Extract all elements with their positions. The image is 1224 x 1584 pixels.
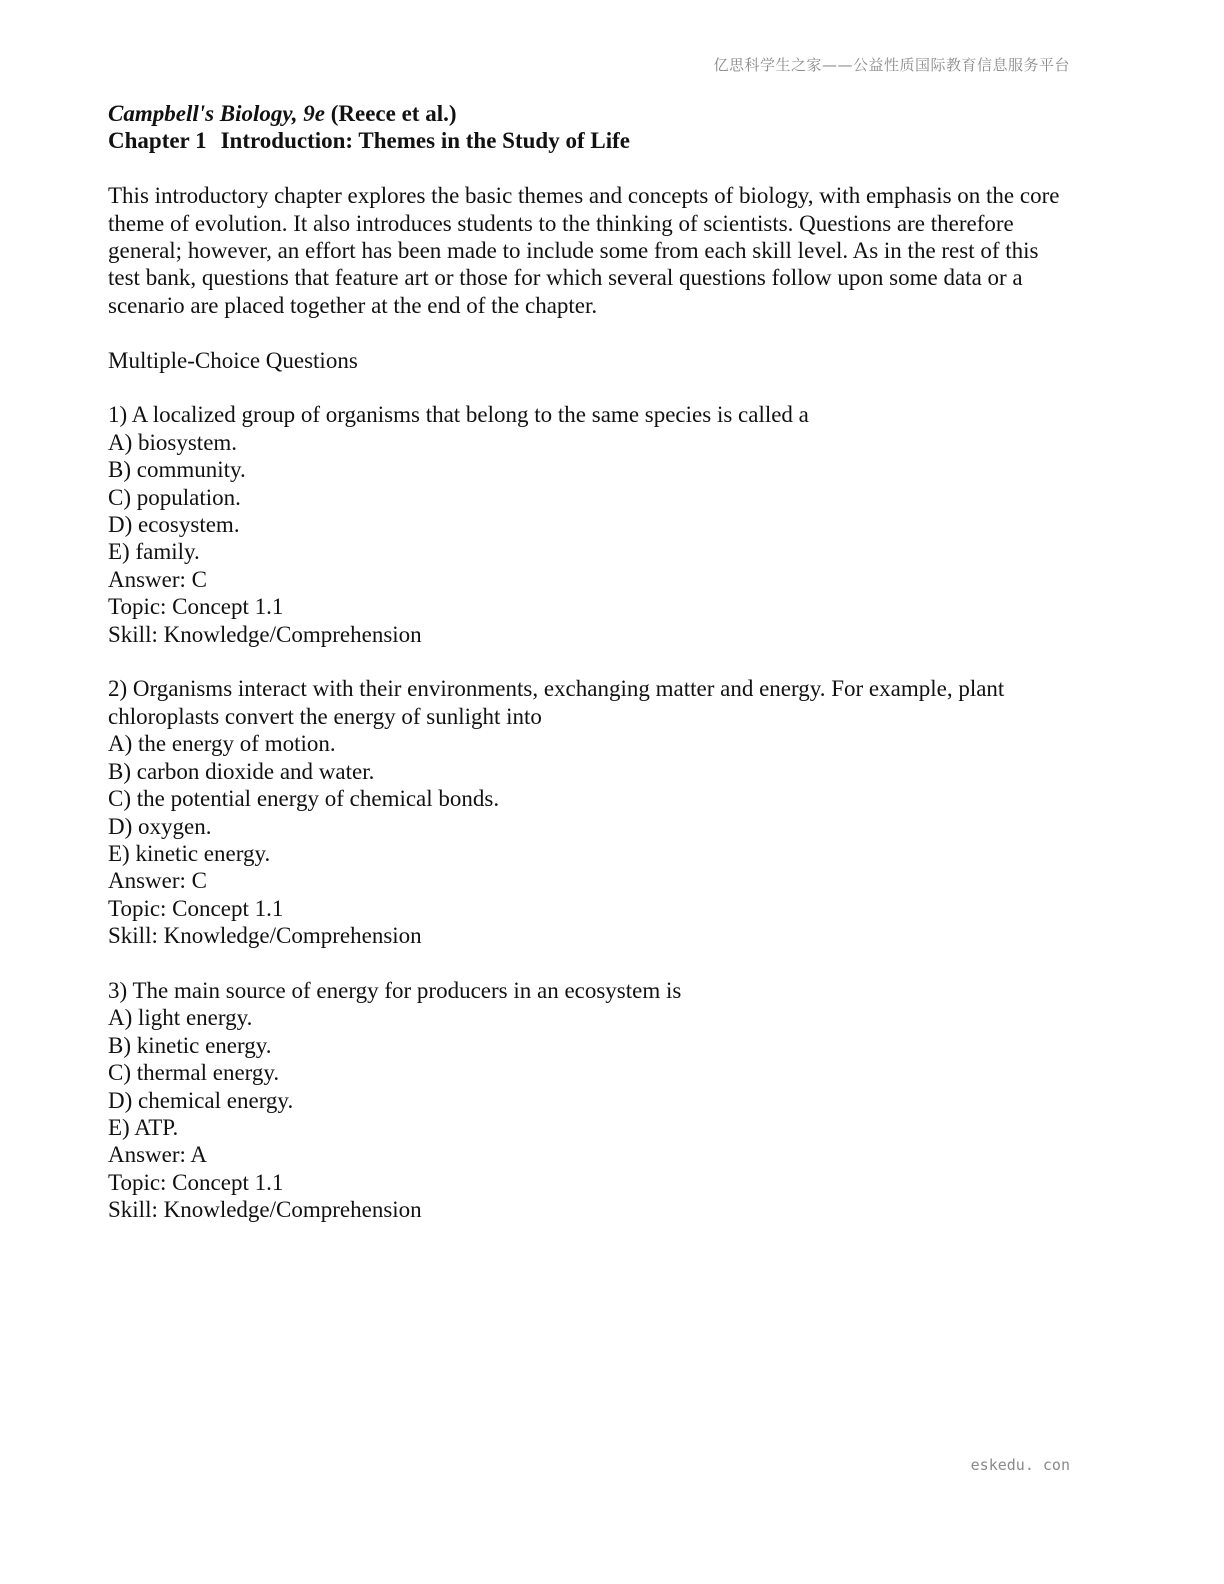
answer-option: C) population. [108,484,241,510]
section-heading: Multiple-Choice Questions [108,347,358,373]
question-answer: Answer: C [108,566,208,592]
question-2 [108,675,1108,949]
question-1 [108,401,1108,648]
intro-line: theme of evolution. It also introduces students to the thinking of scientists. Questions are therefore [108,210,1014,236]
answer-option: A) light energy. [108,1005,253,1031]
question-stem: 2) Organisms interact with their environments, exchanging matter and energy. For example, plant [108,676,1005,702]
intro-line: This introductory chapter explores the basic themes and concepts of biology, with emphasis on the core [108,183,1060,209]
answer-option: E) kinetic energy. [108,840,271,866]
question-answer: Answer: A [108,1142,208,1168]
question-topic: Topic: Concept 1.1 [108,1169,284,1195]
answer-option: E) ATP. [108,1114,179,1140]
answer-option: B) community. [108,457,246,483]
answer-option: B) carbon dioxide and water. [108,758,375,784]
chapter-title [108,127,1108,154]
answer-option: D) chemical energy. [108,1087,294,1113]
intro-line: scenario are placed together at the end of the chapter. [108,292,598,318]
answer-option: D) oxygen. [108,813,212,839]
question-answer: Answer: C [108,868,208,894]
question-stem: 3) The main source of energy for producers in an ecosystem is [108,977,682,1003]
answer-option: B) kinetic energy. [108,1032,272,1058]
chapter-label: Chapter 1 [108,128,207,154]
book-title-authors: (Reece et al.) [325,101,457,126]
footer-watermark-text: eskedu. con [970,1456,1070,1474]
answer-option: A) biosystem. [108,429,238,455]
question-stem: 1) A localized group of organisms that belong to the same species is called a [108,402,809,428]
intro-line: general; however, an effort has been made to include some from each skill level. As in the rest of this [108,238,1039,264]
document-body [108,100,1108,1224]
answer-option: A) the energy of motion. [108,731,336,757]
book-title-italic: Campbell's Biology, 9e [108,101,325,126]
question-3 [108,977,1108,1224]
answer-option: D) ecosystem. [108,512,240,538]
header-watermark-text: 亿思科学生之家——公益性质国际教育信息服务平台 [713,56,1070,74]
question-skill: Skill: Knowledge/Comprehension [108,923,422,949]
answer-option: E) family. [108,539,200,565]
question-topic: Topic: Concept 1.1 [108,594,284,620]
question-topic: Topic: Concept 1.1 [108,895,284,921]
question-skill: Skill: Knowledge/Comprehension [108,1197,422,1223]
question-skill: Skill: Knowledge/Comprehension [108,621,422,647]
answer-option: C) thermal energy. [108,1060,280,1086]
intro-paragraph [108,182,1108,319]
book-title [108,100,1108,127]
intro-line: test bank, questions that feature art or those for which several questions follow upon some data or a [108,265,1023,291]
question-stem: chloroplasts convert the energy of sunlight into [108,703,542,729]
chapter-title-text: Introduction: Themes in the Study of Life [220,128,630,154]
answer-option: C) the potential energy of chemical bonds. [108,786,500,812]
